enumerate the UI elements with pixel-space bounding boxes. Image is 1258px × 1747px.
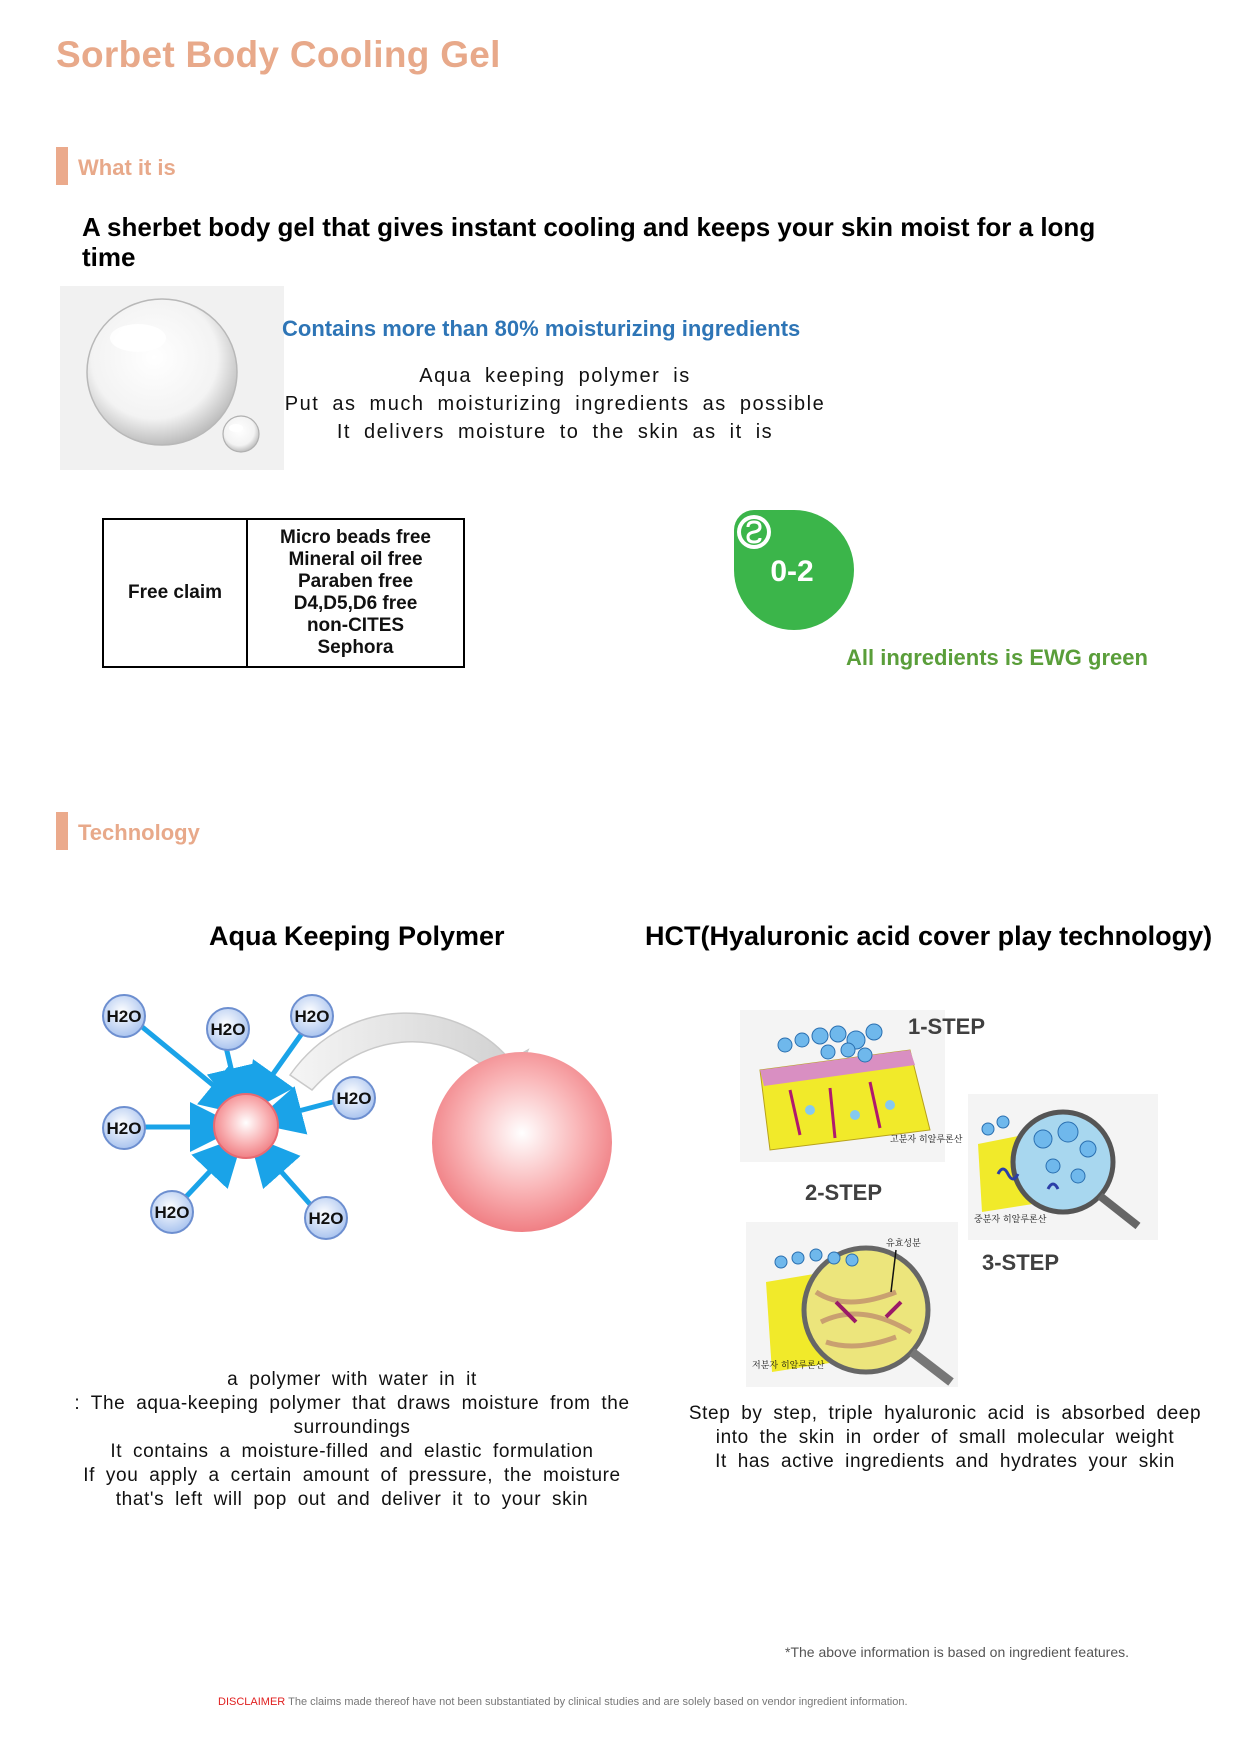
section-bar: [56, 812, 68, 850]
claim-item: Sephora: [317, 637, 394, 658]
section-heading: Technology: [78, 820, 200, 845]
product-headline: A sherbet body gel that gives instant cooling and keeps your skin moist for a long time: [82, 212, 1096, 272]
section-what-it-is: [56, 147, 356, 185]
water-drop-icon: [60, 286, 284, 470]
free-claim-table: [102, 518, 465, 668]
free-claim-label: Free claim: [103, 519, 247, 667]
hct-step2-image: [968, 1094, 1158, 1240]
aqua-polymer-description: [62, 1368, 642, 1512]
claim-item: Paraben free: [297, 571, 414, 592]
text-line: It contains a moisture-filled and elastic formulation: [110, 1441, 594, 1462]
claim-item: D4,D5,D6 free: [293, 593, 418, 614]
aqua-polymer-title: Aqua Keeping Polymer: [209, 921, 505, 951]
water-drop-image: [60, 286, 284, 470]
hct-title: HCT(Hyaluronic acid cover play technology): [645, 921, 1213, 951]
h2o-label: H2O: [294, 1007, 330, 1026]
hct-description: [680, 1402, 1210, 1474]
section-heading: What it is: [78, 155, 176, 180]
h2o-label: H2O: [154, 1203, 190, 1222]
text-line: a polymer with water in it: [227, 1369, 477, 1390]
text-line: If you apply a certain amount of pressure, the moisture: [83, 1465, 621, 1486]
text-line: Step by step, triple hyaluronic acid is absorbed deep: [688, 1403, 1202, 1424]
polymer-diagram-svg: [90, 980, 630, 1340]
disclaimer: [218, 1696, 908, 1708]
text-line: that's left will pop out and deliver it to your skin: [115, 1489, 589, 1510]
ewg-badge-shape: [732, 508, 857, 632]
h2o-label: H2O: [106, 1119, 142, 1138]
h2o-label: H2O: [210, 1020, 246, 1039]
moisture-description: [270, 362, 840, 446]
disclaimer-label: DISCLAIMER: [218, 1696, 286, 1708]
text-line: Aqua keeping polymer is: [419, 365, 691, 387]
page-title: Sorbet Body Cooling Gel: [56, 34, 501, 75]
section-technology: [56, 812, 356, 850]
step-label-1: 1-STEP: [908, 1014, 986, 1039]
claim-item: non-CITES: [306, 615, 405, 636]
skin-magnify-icon: [968, 1094, 1158, 1240]
image-label: 고분자 히알루론산: [890, 1135, 963, 1145]
ingredient-note: *The above information is based on ingredient features.: [785, 1644, 1129, 1660]
skin-absorb-icon: [746, 1222, 958, 1387]
section-bar: [56, 147, 68, 185]
step-label-3: 3-STEP: [982, 1250, 1060, 1275]
step-label-2: 2-STEP: [805, 1180, 883, 1205]
text-line: into the skin in order of small molecular weight: [715, 1427, 1175, 1448]
h2o-label: H2O: [106, 1007, 142, 1026]
image-label: 중분자 히알루론산: [974, 1215, 1047, 1225]
claim-item: Micro beads free: [280, 527, 431, 548]
text-line: It delivers moisture to the skin as it is: [336, 421, 774, 443]
image-label: 저분자 히알루론산: [752, 1361, 825, 1371]
aqua-polymer-diagram: [90, 980, 630, 1340]
ewg-badge: [732, 508, 857, 632]
disclaimer-text: The claims made thereof have not been substantiated by clinical studies and are solely based on vendor ingredient information.: [285, 1696, 908, 1708]
claim-item: Mineral oil free: [288, 549, 423, 570]
h2o-label: H2O: [308, 1209, 344, 1228]
h2o-label: H2O: [336, 1089, 372, 1108]
hct-step3-image: [746, 1222, 958, 1387]
text-line: Put as much moisturizing ingredients as possible: [284, 393, 826, 415]
text-line: : The aqua-keeping polymer that draws moisture from the: [74, 1393, 630, 1414]
moisture-heading: Contains more than 80% moisturizing ingredients: [282, 316, 801, 341]
ewg-caption: All ingredients is EWG green: [846, 645, 1148, 670]
text-line: surroundings: [293, 1417, 411, 1438]
ewg-score: 0-2: [770, 555, 814, 588]
image-label: 유효성분: [886, 1239, 921, 1249]
free-claim-items: [247, 519, 464, 667]
text-line: It has active ingredients and hydrates your skin: [715, 1451, 1175, 1472]
